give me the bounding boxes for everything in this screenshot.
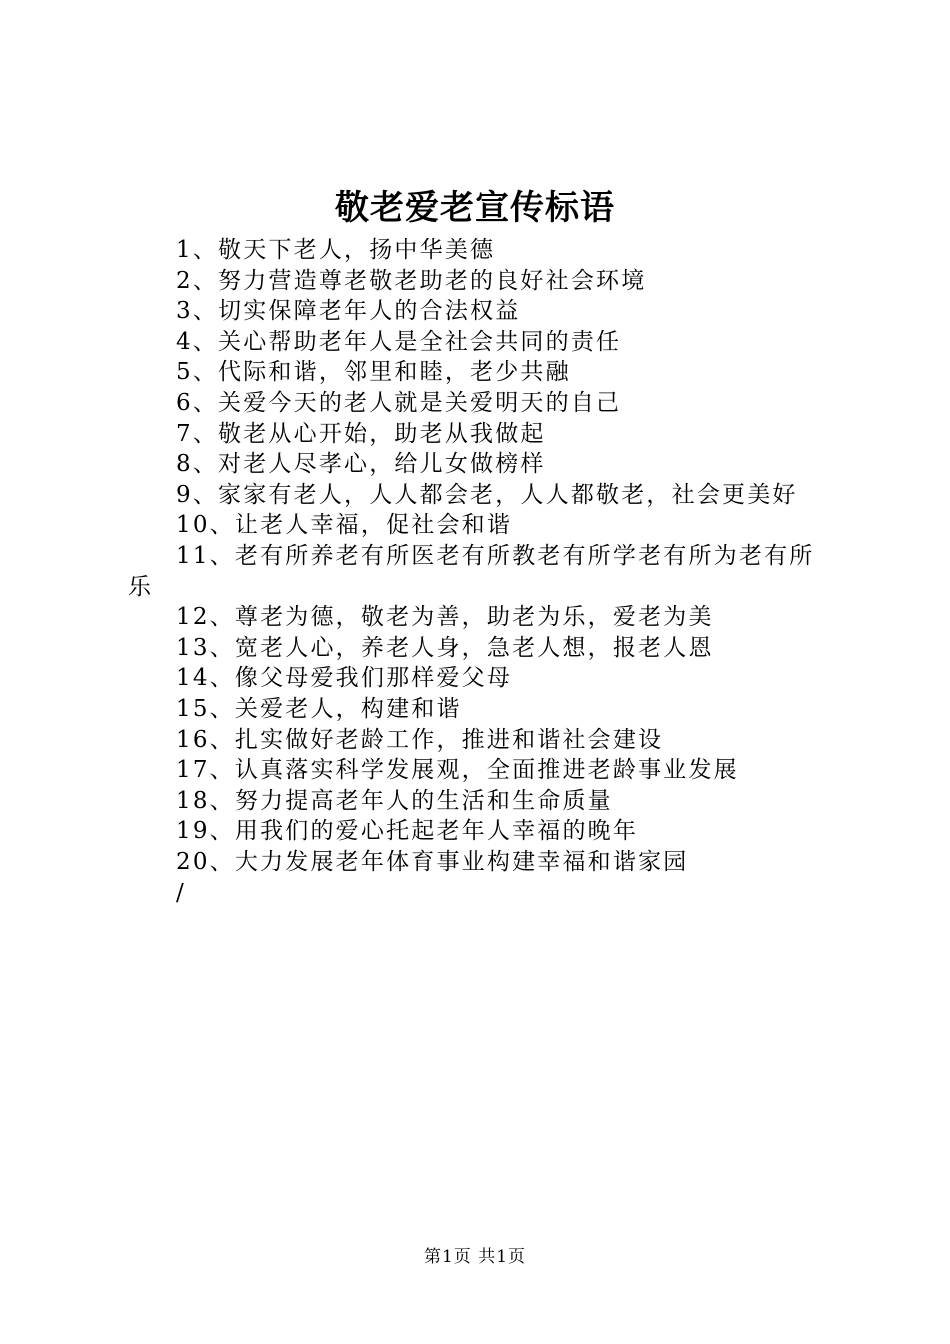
list-item: 5、代际和谐，邻里和睦，老少共融 [176, 359, 571, 386]
list-item: 20、大力发展老年体育事业构建幸福和谐家园 [176, 848, 689, 875]
list-item: 14、像父母爱我们那样爱父母 [176, 665, 513, 692]
list-item: 2、努力营造尊老敬老助老的良好社会环境 [176, 267, 647, 294]
list-item: 16、扎实做好老龄工作，推进和谐社会建设 [176, 726, 664, 753]
list-item: 4、关心帮助老年人是全社会共同的责任 [176, 328, 622, 355]
list-item: 3、切实保障老年人的合法权益 [176, 298, 521, 325]
list-item: 17、认真落实科学发展观，全面推进老龄事业发展 [176, 757, 739, 784]
list-item: 8、对老人尽孝心，给儿女做榜样 [176, 451, 546, 478]
page-footer: 第1页 共1页 [423, 1247, 527, 1267]
document-title: 敬老爱老宣传标语 [335, 188, 615, 228]
list-item: 12、尊老为德，敬老为善，助老为乐，爱老为美 [176, 604, 714, 631]
list-item: 1、敬天下老人，扬中华美德 [176, 237, 496, 263]
list-item: 9、家家有老人，人人都会老，人人都敬老，社会更美好 [176, 481, 798, 508]
list-item: 18、努力提高老年人的生活和生命质量 [176, 787, 613, 814]
list-item: 15、关爱老人，构建和谐 [176, 695, 462, 722]
list-item: 6、关爱今天的老人就是关爱明天的自己 [176, 389, 622, 416]
list-item-line-1: 11、老有所养老有所医老有所教老有所学老有所为老有所 [176, 542, 815, 569]
list-item: 13、宽老人心，养老人身，急老人想，报老人恩 [176, 634, 714, 661]
slogan-list [0, 235, 950, 877]
trailing-mark: / [176, 880, 184, 906]
list-item: 19、用我们的爱心托起老年人幸福的晚年 [176, 818, 639, 845]
list-item: 10、让老人幸福，促社会和谐 [176, 512, 513, 539]
list-item: 7、敬老从心开始，助老从我做起 [176, 420, 546, 447]
list-item-wrapped [0, 541, 950, 602]
list-item-line-2: 乐 [128, 573, 154, 600]
